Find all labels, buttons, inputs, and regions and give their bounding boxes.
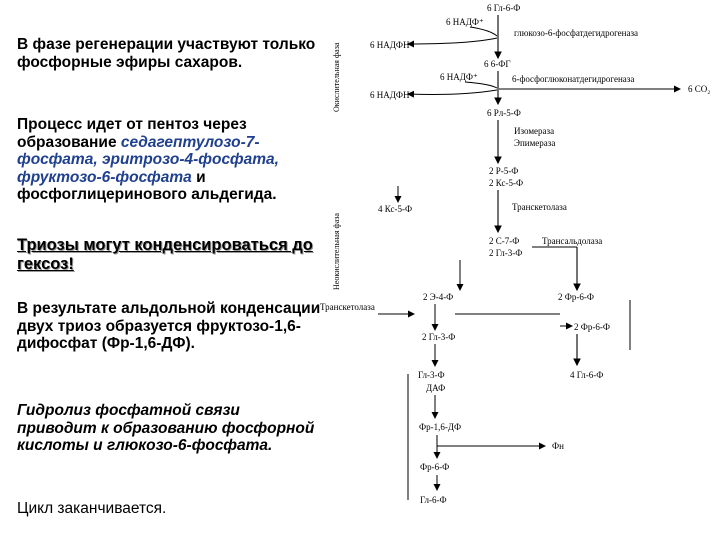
heading-trioses-condense: Триозы могут конденсироваться до гексоз! (17, 236, 313, 273)
inorganic-phosphate: Фн (552, 441, 564, 451)
text-segment: и (191, 168, 206, 186)
erythrose-4p: 2 Э-4-Ф (423, 292, 454, 302)
xylulose-5p: 2 Кс-5-Ф (489, 178, 524, 188)
glucose-6p-bottom: Гл-6-Ф (420, 495, 447, 505)
fructose-6p-right: 2 Фр-6-Ф (558, 292, 594, 302)
text-segment: фосфоглицеринового альдегида (17, 186, 273, 203)
transketolase-1: Транскетолаза (512, 202, 567, 212)
fructose-6p-right2: 2 Фр-6-Ф (574, 322, 610, 332)
ribulose-5p: 6 Рл-5-Ф (487, 108, 521, 118)
pg-dehydrogenase: 6-фосфоглюконатдегидрогеназа (512, 74, 635, 84)
fructose-1-6-diphosphate: Фр-1,6-ДФ (419, 422, 462, 432)
paragraph-phosphate-esters: В фазе регенерации участвуют только фосфорные эфиры сахаров. (17, 36, 316, 71)
nadph-2: 6 НАДФН (370, 90, 410, 100)
nadph-1: 6 НАДФН (370, 40, 410, 50)
paragraph-aldol-condensation: В результате альдольной конденсации двух триоз образуется фруктозо-1,6-дифосфат (Фр-1,6-ДФ). (17, 300, 321, 352)
text-segment: . (272, 186, 277, 203)
isomerase: Изомераза (514, 126, 555, 136)
phase-label-oxidative: Окислительная фаза (332, 42, 341, 112)
fructose-6p-bottom: Фр-6-Ф (420, 462, 450, 472)
transketolase-2: Транскетолаза (320, 302, 375, 312)
g6p-right: 4 Гл-6-Ф (570, 370, 604, 380)
gap-2: 2 Гл-3-Ф (422, 332, 456, 342)
xylulose-5p-4: 4 Кс-5-Ф (378, 204, 413, 214)
phase-label-nonoxidative: Неокислительная фаза (332, 213, 341, 290)
gap-triose: Гл-3-Ф (418, 370, 445, 380)
highlight-sugars: седагептулозо-7-фосфата, эритрозо-4-фосфата, фруктозо-6-фосфата (17, 133, 279, 186)
sedoheptulose-7p: 2 С-7-Ф (489, 236, 520, 246)
nadp-in: 6 НАДФ⁺ (446, 17, 484, 27)
ribose-5p: 2 Р-5-Ф (489, 166, 519, 176)
nadp-2: 6 НАДФ⁺ (440, 72, 478, 82)
text-segment: Процесс идет от пентоз через образование (17, 116, 247, 151)
gap-1: 2 Гл-3-Ф (489, 248, 523, 258)
paragraph-hydrolysis: Гидролиз фосфатной связи приводит к образованию фосфорной кислоты и глюкозо-6-фосфата. (17, 402, 315, 454)
dihydroxyacetone-phosphate: ДАФ (426, 383, 446, 393)
phosphogluconate: 6 6-ФГ (484, 59, 511, 69)
co2: 6 CO₂ (688, 84, 711, 94)
transaldolase: Трансальдолаза (542, 236, 603, 246)
g6p-dehydrogenase: глюкозо-6-фосфатдегидрогеназа (514, 28, 639, 38)
epimerase: Эпимераза (514, 138, 556, 148)
g6p-top: 6 Гл-6-Ф (487, 3, 521, 13)
paragraph-cycle-ends: Цикл заканчивается. (17, 500, 167, 517)
